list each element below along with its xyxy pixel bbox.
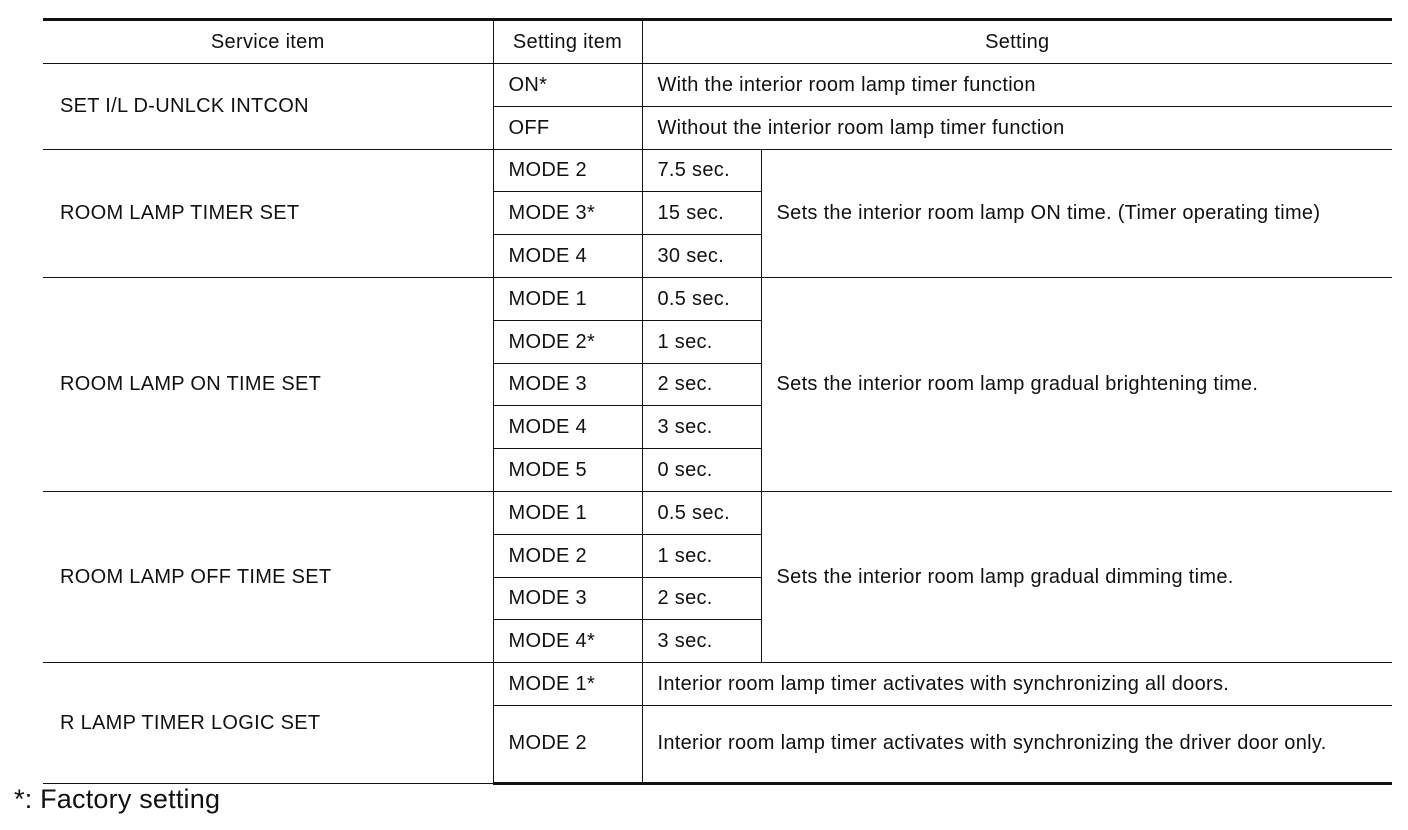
header-setting-item: Setting item (493, 20, 642, 64)
value-cell: 3 sec. (642, 620, 761, 663)
setting-cell: With the interior room lamp timer function (642, 64, 1392, 107)
value-cell: 0 sec. (642, 449, 761, 492)
table-row (43, 149, 1392, 192)
setting-item-cell: MODE 1 (493, 491, 642, 534)
table-row (43, 277, 1392, 320)
table-row (43, 491, 1392, 534)
table-row (43, 663, 1392, 706)
setting-item-cell: MODE 3* (493, 192, 642, 235)
setting-item-cell: MODE 1* (493, 663, 642, 706)
setting-item-cell: MODE 5 (493, 449, 642, 492)
description-cell: Sets the interior room lamp ON time. (Timer operating time) (761, 149, 1392, 277)
value-cell: 3 sec. (642, 406, 761, 449)
setting-item-cell: MODE 1 (493, 277, 642, 320)
service-item-cell: ROOM LAMP TIMER SET (43, 149, 493, 277)
setting-item-cell: OFF (493, 106, 642, 149)
footnote: *: Factory setting (14, 784, 221, 814)
value-cell: 30 sec. (642, 235, 761, 278)
setting-item-cell: MODE 2 (493, 705, 642, 783)
setting-cell: Interior room lamp timer activates with synchronizing all doors. (642, 663, 1392, 706)
setting-item-cell: MODE 2 (493, 149, 642, 192)
service-item-cell: ROOM LAMP ON TIME SET (43, 277, 493, 491)
header-row (43, 20, 1392, 64)
service-settings-table (43, 18, 1392, 785)
setting-item-cell: MODE 4 (493, 406, 642, 449)
setting-item-cell: MODE 3 (493, 577, 642, 620)
value-cell: 15 sec. (642, 192, 761, 235)
setting-item-cell: MODE 2* (493, 320, 642, 363)
description-cell: Sets the interior room lamp gradual brightening time. (761, 277, 1392, 491)
value-cell: 0.5 sec. (642, 277, 761, 320)
setting-item-cell: MODE 3 (493, 363, 642, 406)
value-cell: 0.5 sec. (642, 491, 761, 534)
header-service-item: Service item (43, 20, 493, 64)
setting-item-cell: ON* (493, 64, 642, 107)
header-setting: Setting (642, 20, 1392, 64)
value-cell: 2 sec. (642, 363, 761, 406)
value-cell: 2 sec. (642, 577, 761, 620)
service-item-cell: ROOM LAMP OFF TIME SET (43, 491, 493, 662)
setting-cell: Without the interior room lamp timer function (642, 106, 1392, 149)
setting-cell: Interior room lamp timer activates with synchronizing the driver door only. (642, 705, 1392, 783)
service-item-cell: R LAMP TIMER LOGIC SET (43, 663, 493, 784)
description-cell: Sets the interior room lamp gradual dimming time. (761, 491, 1392, 662)
service-item-cell: SET I/L D-UNLCK INTCON (43, 64, 493, 150)
value-cell: 7.5 sec. (642, 149, 761, 192)
setting-item-cell: MODE 2 (493, 534, 642, 577)
setting-item-cell: MODE 4 (493, 235, 642, 278)
setting-item-cell: MODE 4* (493, 620, 642, 663)
value-cell: 1 sec. (642, 534, 761, 577)
value-cell: 1 sec. (642, 320, 761, 363)
table-row (43, 64, 1392, 107)
